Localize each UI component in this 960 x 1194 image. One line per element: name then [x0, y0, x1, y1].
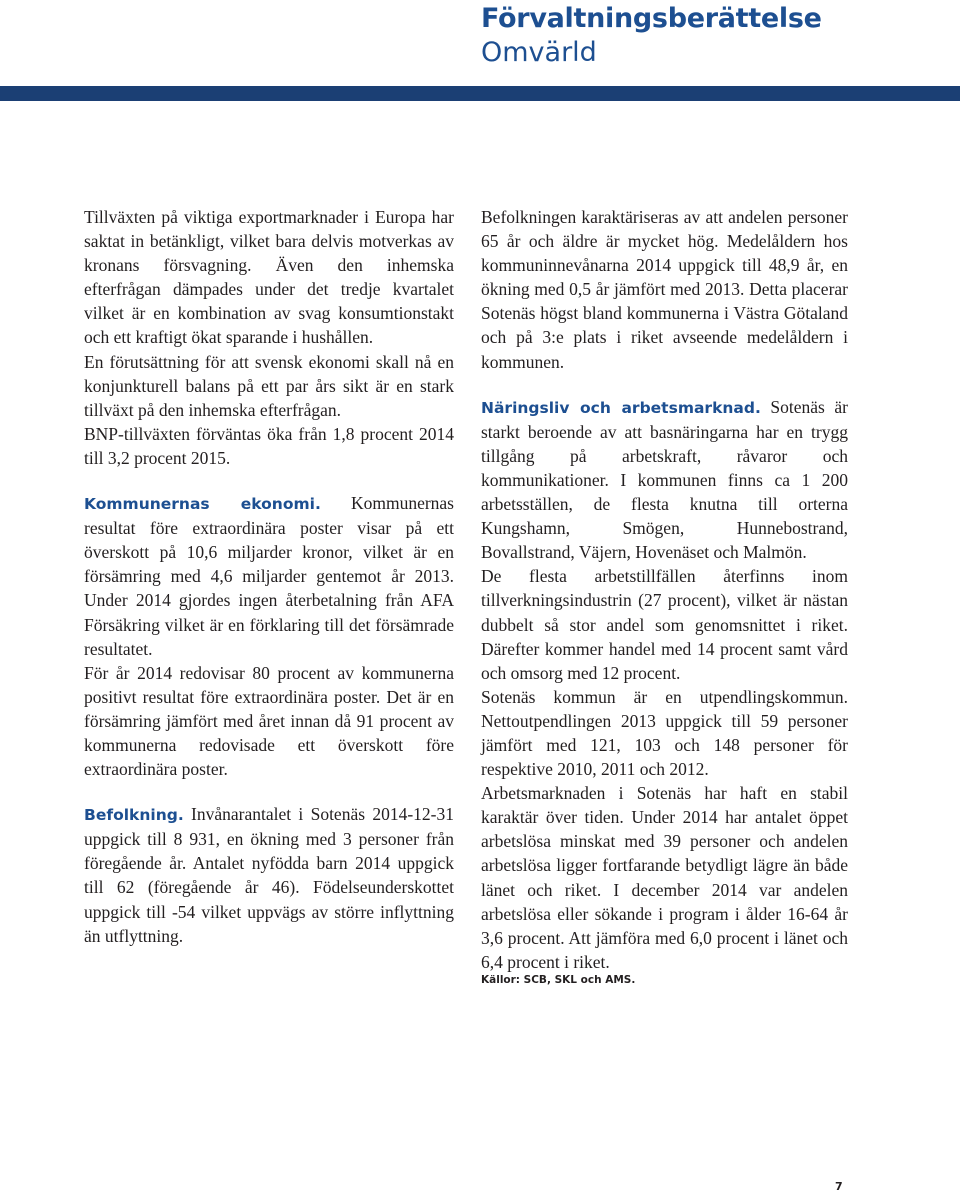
paragraph-economy-balance: En förutsättning för att svensk ekonomi skall nå en konjunkturell balans på ett par års sikt är en stark tillväxt på den inhemska efterfrågan.: [84, 351, 454, 420]
section-naringsliv: [481, 395, 848, 565]
paragraph-commuting: Sotenäs kommun är en utpendlingskommun. Nettoutpendlingen 2013 uppgick till 59 personer jämfört med 121, 103 och 148 personer för respektive 2010, 2011 och 2012.: [481, 686, 848, 780]
paragraph-workforce: Sotenäs är starkt beroende av att basnäringarna har en trygg tillgång på arbetskraft, råvaror och kommunikationer. I kommunen finns ca 1 200 arbetsställen, de flesta knutna till orterna Kungshamn, Smögen, Hunnebostrand, Bovallstrand, Väjern, Hovenäset och Malmön.: [481, 396, 848, 563]
left-column: [84, 205, 454, 948]
paragraph-municipal-positive-result: För år 2014 redovisar 80 procent av kommunerna positivt resultat före extraordinära poster. Det är en försämring jämfört med året innan då 91 procent av kommunerna redovisade ett överskott före extraordinära poster.: [84, 662, 454, 780]
heading-befolkning: Befolkning.: [84, 806, 184, 825]
sources-note: Källor: SCB, SKL och AMS.: [481, 973, 636, 986]
paragraph-age-structure: Befolkningen karaktäriseras av att andelen personer 65 år och äldre är mycket hög. Medelåldern hos kommuninnevånarna 2014 uppgick till 48,9 år, en ökning med 0,5 år jämfört med 2013. Detta placerar Sotenäs högst bland kommunerna i Västra Götaland och på 3:e plats i riket avseende medelåldern i kommunen.: [481, 207, 848, 372]
header-title: Förvaltningsberättelse: [481, 3, 822, 34]
page-number: 7: [835, 1180, 843, 1193]
section-befolkning: [84, 802, 454, 948]
paragraph-population: Invånarantalet i Sotenäs 2014-12-31 uppgick till 8 931, en ökning med 3 personer från föregående år. Antalet nyfödda barn 2014 uppgick till 62 (föregående år 46). Födelseunderskottet uppgick till -54 vilket uppvägs av större inflyttning än utflyttning.: [84, 804, 454, 946]
heading-kommunernas-ekonomi: Kommunernas ekonomi.: [84, 495, 321, 514]
heading-naringsliv: Näringsliv och arbetsmarknad.: [481, 398, 761, 417]
paragraph-gdp-growth: BNP-tillväxten förväntas öka från 1,8 procent 2014 till 3,2 procent 2015.: [84, 423, 454, 468]
paragraph-export-markets: Tillväxten på viktiga exportmarknader i Europa har saktat in betänkligt, vilket bara delvis motverkas av kronans försvagning. Även den inhemska efterfrågan dämpades under det tredje kvartalet vilket är en kombination av svag konsumtionstakt och ett kraftigt ökat sparande i hushållen.: [84, 207, 454, 348]
header-subtitle: Omvärld: [481, 37, 597, 68]
paragraph-municipal-result: Kommunernas resultat före extraordinära poster visar på ett överskott på 10,6 miljarder kronor, vilket är en försämring med 4,6 miljarder gentemot år 2013. Under 2014 gjordes ingen återbetalning från AFA Försäkring vilket är en förklaring till det försämrade resultatet.: [84, 493, 454, 659]
paragraph-industries: De flesta arbetstillfällen återfinns inom tillverkningsindustrin (27 procent), vilket är nästan dubbelt så stor andel som genomsnittet i riket. Därefter kommer handel med 14 procent samt vård och omsorg med 12 procent.: [481, 566, 848, 683]
header-bar: [0, 86, 960, 101]
right-column: [481, 205, 848, 987]
section-kommunernas-ekonomi: [84, 491, 454, 661]
paragraph-labour-market: Arbetsmarknaden i Sotenäs har haft en stabil karaktär över tiden. Under 2014 har antalet öppet arbetslösa minskat med 39 personer och andelen arbetslösa ligger fortfarande betydligt lägre än både länet och riket. I december 2014 var andelen arbetslösa eller sökande i program i ålder 16-64 år 3,6 procent. Att jämföra med 6,0 procent i länet och 6,4 procent i riket.: [481, 783, 848, 972]
